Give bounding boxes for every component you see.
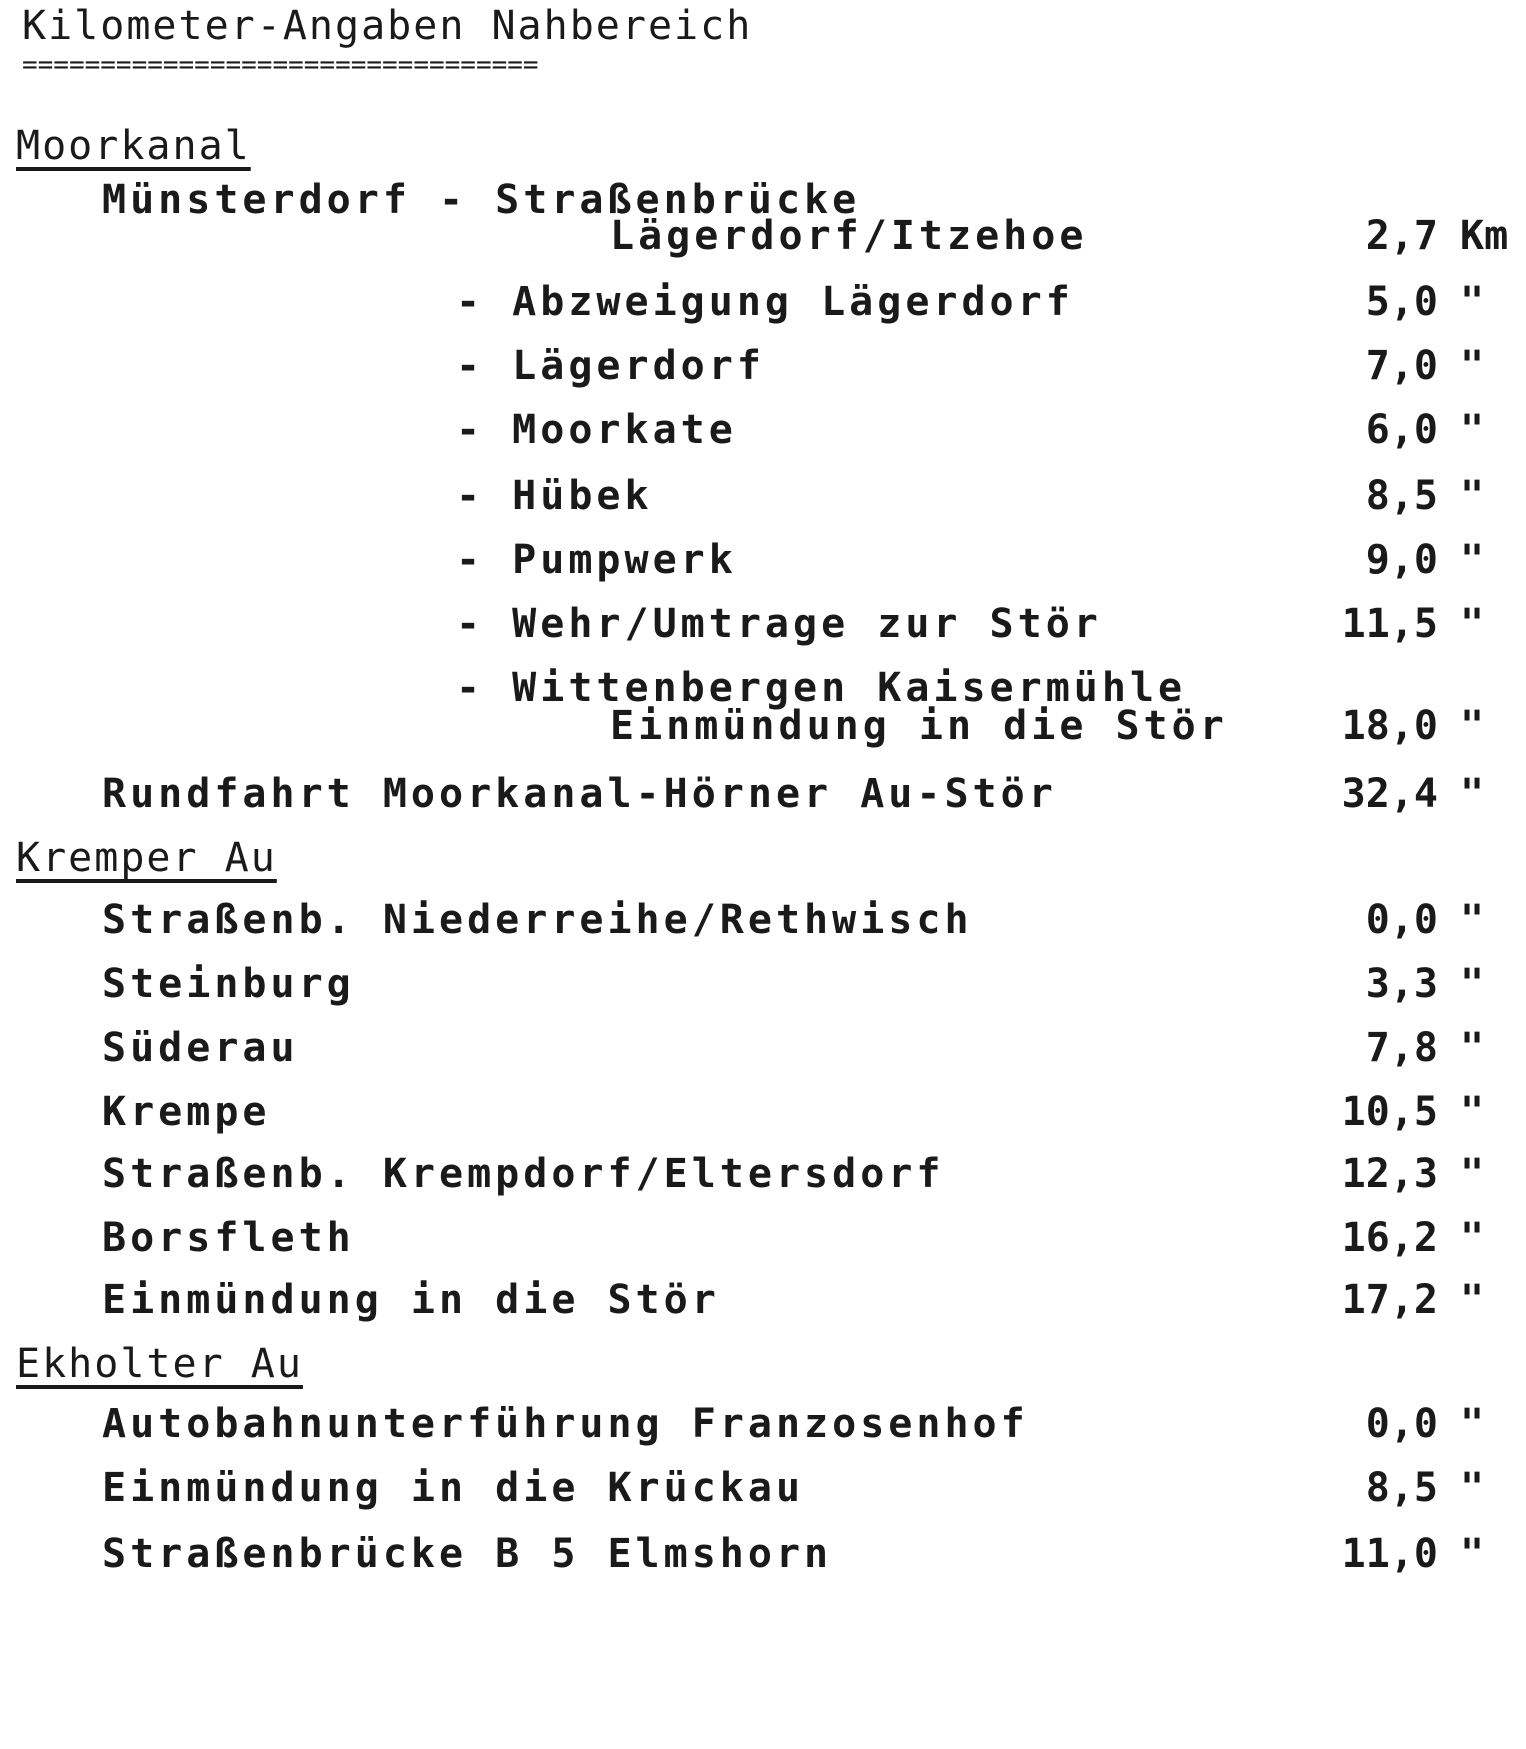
km-value: 8,5	[1365, 473, 1438, 519]
km-unit: "	[1460, 473, 1485, 519]
km-value: 17,2	[1341, 1277, 1438, 1323]
km-value: 7,8	[1365, 1025, 1438, 1071]
list-item-text: Einmündung in die Krückau	[102, 1465, 805, 1511]
list-item-text: Krempe	[102, 1089, 271, 1135]
document-title: Kilometer-Angaben Nahbereich	[22, 3, 753, 49]
list-item-text: Borsfleth	[102, 1215, 355, 1261]
section-heading-ekholter-au: Ekholter Au	[16, 1341, 303, 1387]
km-unit: "	[1460, 1215, 1485, 1261]
list-item-text: Straßenb. Niederreihe/Rethwisch	[102, 897, 973, 943]
km-value: 11,0	[1341, 1531, 1438, 1577]
km-value: 11,5	[1341, 601, 1438, 647]
list-item-text: Einmündung in die Stör	[102, 1277, 720, 1323]
list-item-text: Münsterdorf - Straßenbrücke	[102, 177, 861, 223]
km-value: 16,2	[1341, 1215, 1438, 1261]
list-item-text: - Hübek	[456, 473, 653, 519]
km-unit: "	[1460, 1277, 1485, 1323]
km-value: 2,7	[1365, 213, 1438, 259]
km-unit: "	[1460, 537, 1485, 583]
km-unit: "	[1460, 1465, 1485, 1511]
km-value: 18,0	[1341, 703, 1438, 749]
km-unit: "	[1460, 961, 1485, 1007]
km-unit: Km	[1460, 213, 1509, 259]
list-item-continuation: Lägerdorf/Itzehoe	[610, 213, 1088, 259]
km-unit: "	[1460, 1151, 1485, 1197]
title-double-rule: =================================	[22, 50, 539, 80]
km-unit: "	[1460, 601, 1485, 647]
km-value: 3,3	[1365, 961, 1438, 1007]
list-item-text: Süderau	[102, 1025, 299, 1071]
km-unit: "	[1460, 1089, 1485, 1135]
km-unit: "	[1460, 343, 1485, 389]
list-item-text: Steinburg	[102, 961, 355, 1007]
list-item-text: Straßenbrücke B 5 Elmshorn	[102, 1531, 833, 1577]
km-value: 6,0	[1365, 407, 1438, 453]
km-value: 7,0	[1365, 343, 1438, 389]
list-item-continuation: Einmündung in die Stör	[610, 703, 1228, 749]
km-unit: "	[1460, 1401, 1485, 1447]
km-unit: "	[1460, 1531, 1485, 1577]
km-value: 8,5	[1365, 1465, 1438, 1511]
km-unit: "	[1460, 279, 1485, 325]
list-item-text: - Abzweigung Lägerdorf	[456, 279, 1074, 325]
km-value: 5,0	[1365, 279, 1438, 325]
km-value: 32,4	[1341, 771, 1438, 817]
list-item-text: Straßenb. Krempdorf/Eltersdorf	[102, 1151, 945, 1197]
list-item-text: - Moorkate	[456, 407, 737, 453]
km-unit: "	[1460, 771, 1485, 817]
km-value: 0,0	[1365, 897, 1438, 943]
km-unit: "	[1460, 703, 1485, 749]
section-heading-moorkanal: Moorkanal	[16, 123, 251, 169]
km-unit: "	[1460, 897, 1485, 943]
list-item-text: - Pumpwerk	[456, 537, 737, 583]
list-item-text: - Lägerdorf	[456, 343, 765, 389]
list-item-text: - Wehr/Umtrage zur Stör	[456, 601, 1102, 647]
km-unit: "	[1460, 407, 1485, 453]
list-item-text: Autobahnunterführung Franzosenhof	[102, 1401, 1029, 1447]
km-value: 0,0	[1365, 1401, 1438, 1447]
section-heading-kremper-au: Kremper Au	[16, 835, 277, 881]
km-value: 10,5	[1341, 1089, 1438, 1135]
list-item-text: Rundfahrt Moorkanal-Hörner Au-Stör	[102, 771, 1057, 817]
km-value: 9,0	[1365, 537, 1438, 583]
km-unit: "	[1460, 1025, 1485, 1071]
list-item-text: - Wittenbergen Kaisermühle	[456, 665, 1187, 711]
km-value: 12,3	[1341, 1151, 1438, 1197]
